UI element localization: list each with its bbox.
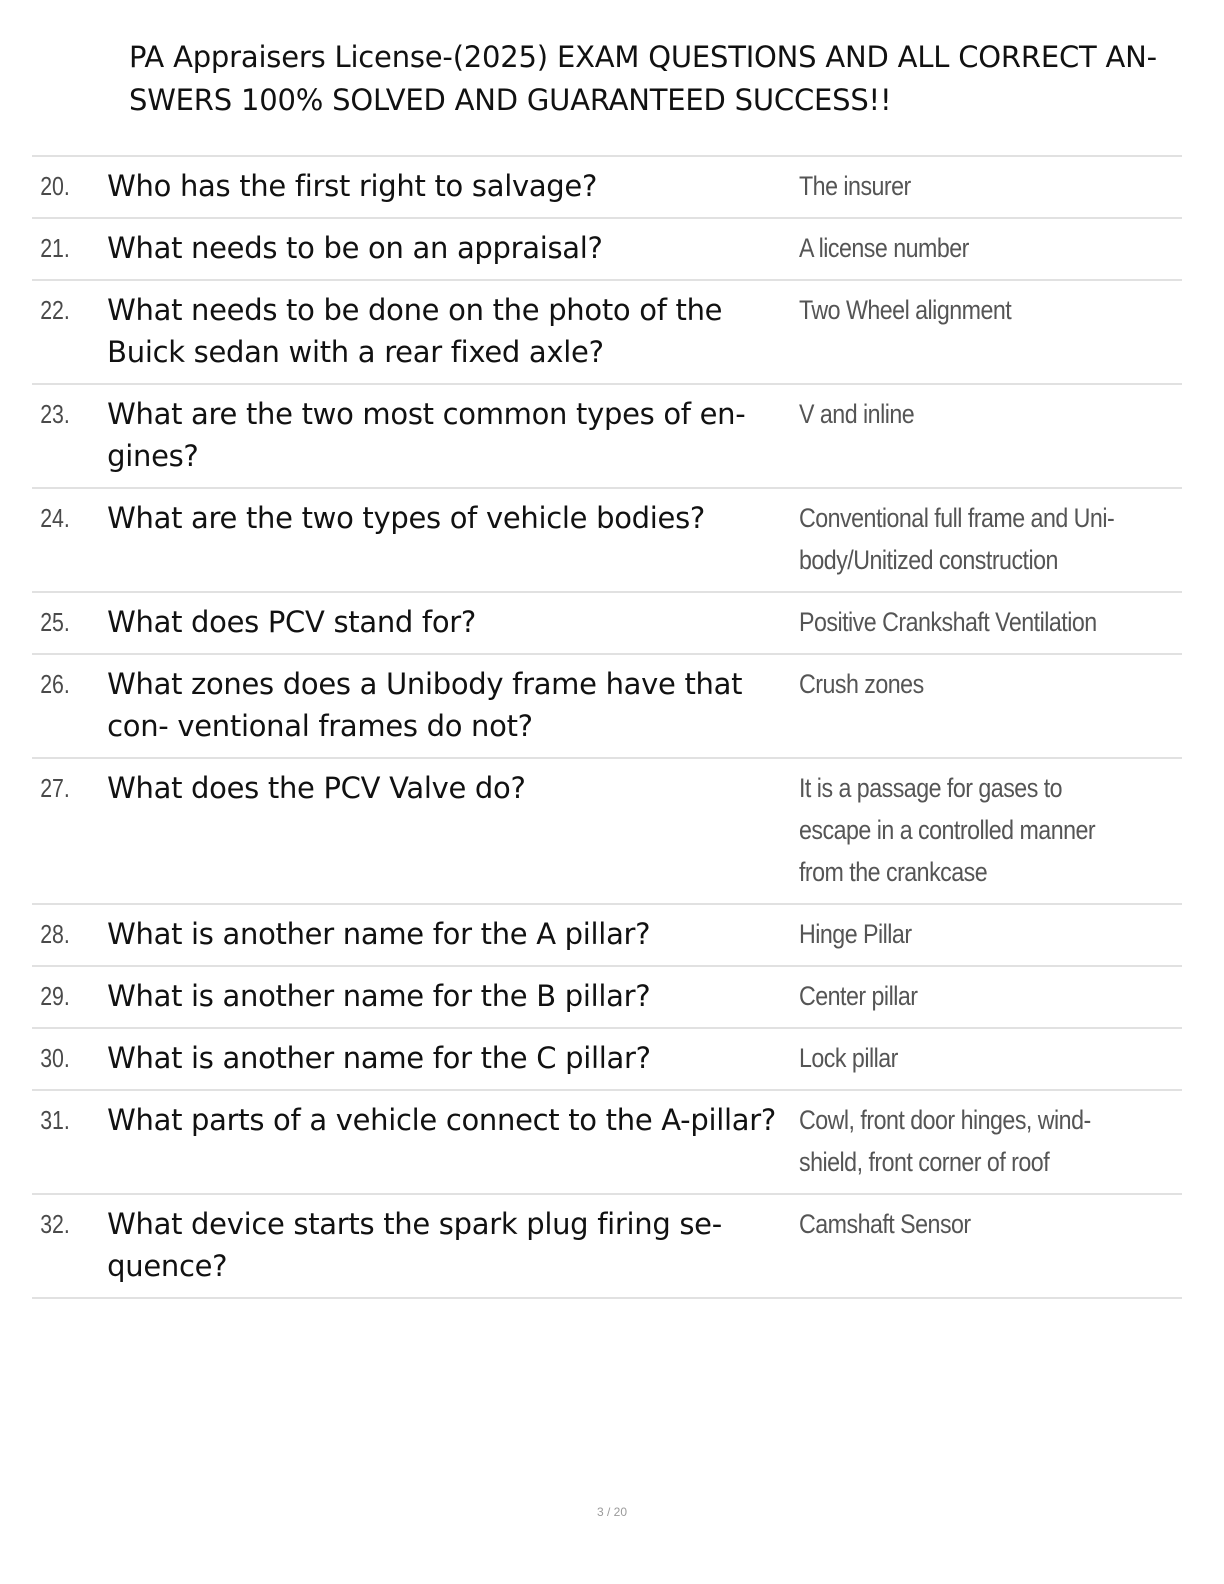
question-number: 32. — [40, 1209, 70, 1239]
question-text: What does PCV stand for? — [107, 605, 476, 639]
table-row — [32, 219, 1182, 281]
table-row — [32, 759, 1182, 905]
question-number: 27. — [40, 773, 70, 803]
table-row — [32, 1195, 1182, 1299]
answer-text: Center pillar — [798, 981, 918, 1011]
answer-text: Hinge Pillar — [798, 919, 912, 949]
table-row — [32, 655, 1182, 759]
question-text: What are the two types of vehicle bodies? — [107, 501, 705, 535]
question-text: What needs to be done on the photo of the Buick sedan with a rear fixed axle? — [107, 293, 723, 369]
answer-text: Crush zones — [798, 669, 924, 699]
question-number: 24. — [40, 503, 70, 533]
question-number: 23. — [40, 399, 70, 429]
question-number: 22. — [40, 295, 70, 325]
question-text: What needs to be on an appraisal? — [107, 231, 603, 265]
question-number: 25. — [40, 607, 70, 637]
question-text: What is another name for the C pillar? — [107, 1041, 651, 1075]
question-text: What is another name for the A pillar? — [107, 917, 651, 951]
question-number: 29. — [40, 981, 70, 1011]
question-number: 28. — [40, 919, 70, 949]
question-number: 21. — [40, 233, 70, 263]
question-text: What are the two most common types of en- gines? — [107, 397, 746, 473]
answer-text: Cowl, front door hinges, wind- shield, front corner of roof — [798, 1105, 1091, 1177]
answer-text: Positive Crankshaft Ventilation — [798, 607, 1097, 637]
question-number: 30. — [40, 1043, 70, 1073]
table-row — [32, 1029, 1182, 1091]
table-row — [32, 489, 1182, 593]
question-number: 20. — [40, 171, 70, 201]
question-text: What zones does a Unibody frame have that con- ventional frames do not? — [107, 667, 743, 743]
question-text: Who has the first right to salvage? — [107, 169, 598, 203]
answer-text: Conventional full frame and Uni- body/Unitized construction — [798, 503, 1114, 575]
answer-text: Lock pillar — [798, 1043, 898, 1073]
answer-text: V and inline — [798, 399, 914, 429]
page-title-line-1: PA Appraisers License-(2025) EXAM QUESTIONS AND ALL CORRECT AN- — [129, 40, 1157, 74]
question-number: 31. — [40, 1105, 70, 1135]
answer-text: The insurer — [798, 171, 911, 201]
question-text: What device starts the spark plug firing se- quence? — [107, 1207, 722, 1283]
question-text: What parts of a vehicle connect to the A-pillar? — [107, 1103, 776, 1137]
answer-text: It is a passage for gases to escape in a controlled manner from the crankcase — [798, 773, 1095, 887]
page-number: 3 / 20 — [596, 1505, 628, 1519]
table-row — [32, 905, 1182, 967]
table-row — [32, 157, 1182, 219]
answer-text: Two Wheel alignment — [798, 295, 1011, 325]
answer-text: Camshaft Sensor — [798, 1209, 971, 1239]
table-row — [32, 281, 1182, 385]
table-row — [32, 967, 1182, 1029]
question-number: 26. — [40, 669, 70, 699]
table-row — [32, 385, 1182, 489]
table-row — [32, 1091, 1182, 1195]
page-title — [129, 36, 1189, 122]
table-row — [32, 593, 1182, 655]
question-text: What is another name for the B pillar? — [107, 979, 651, 1013]
page-title-line-2: SWERS 100% SOLVED AND GUARANTEED SUCCESS!! — [129, 83, 892, 117]
qa-table — [32, 155, 1182, 1299]
answer-text: A license number — [798, 233, 969, 263]
question-text: What does the PCV Valve do? — [107, 771, 526, 805]
